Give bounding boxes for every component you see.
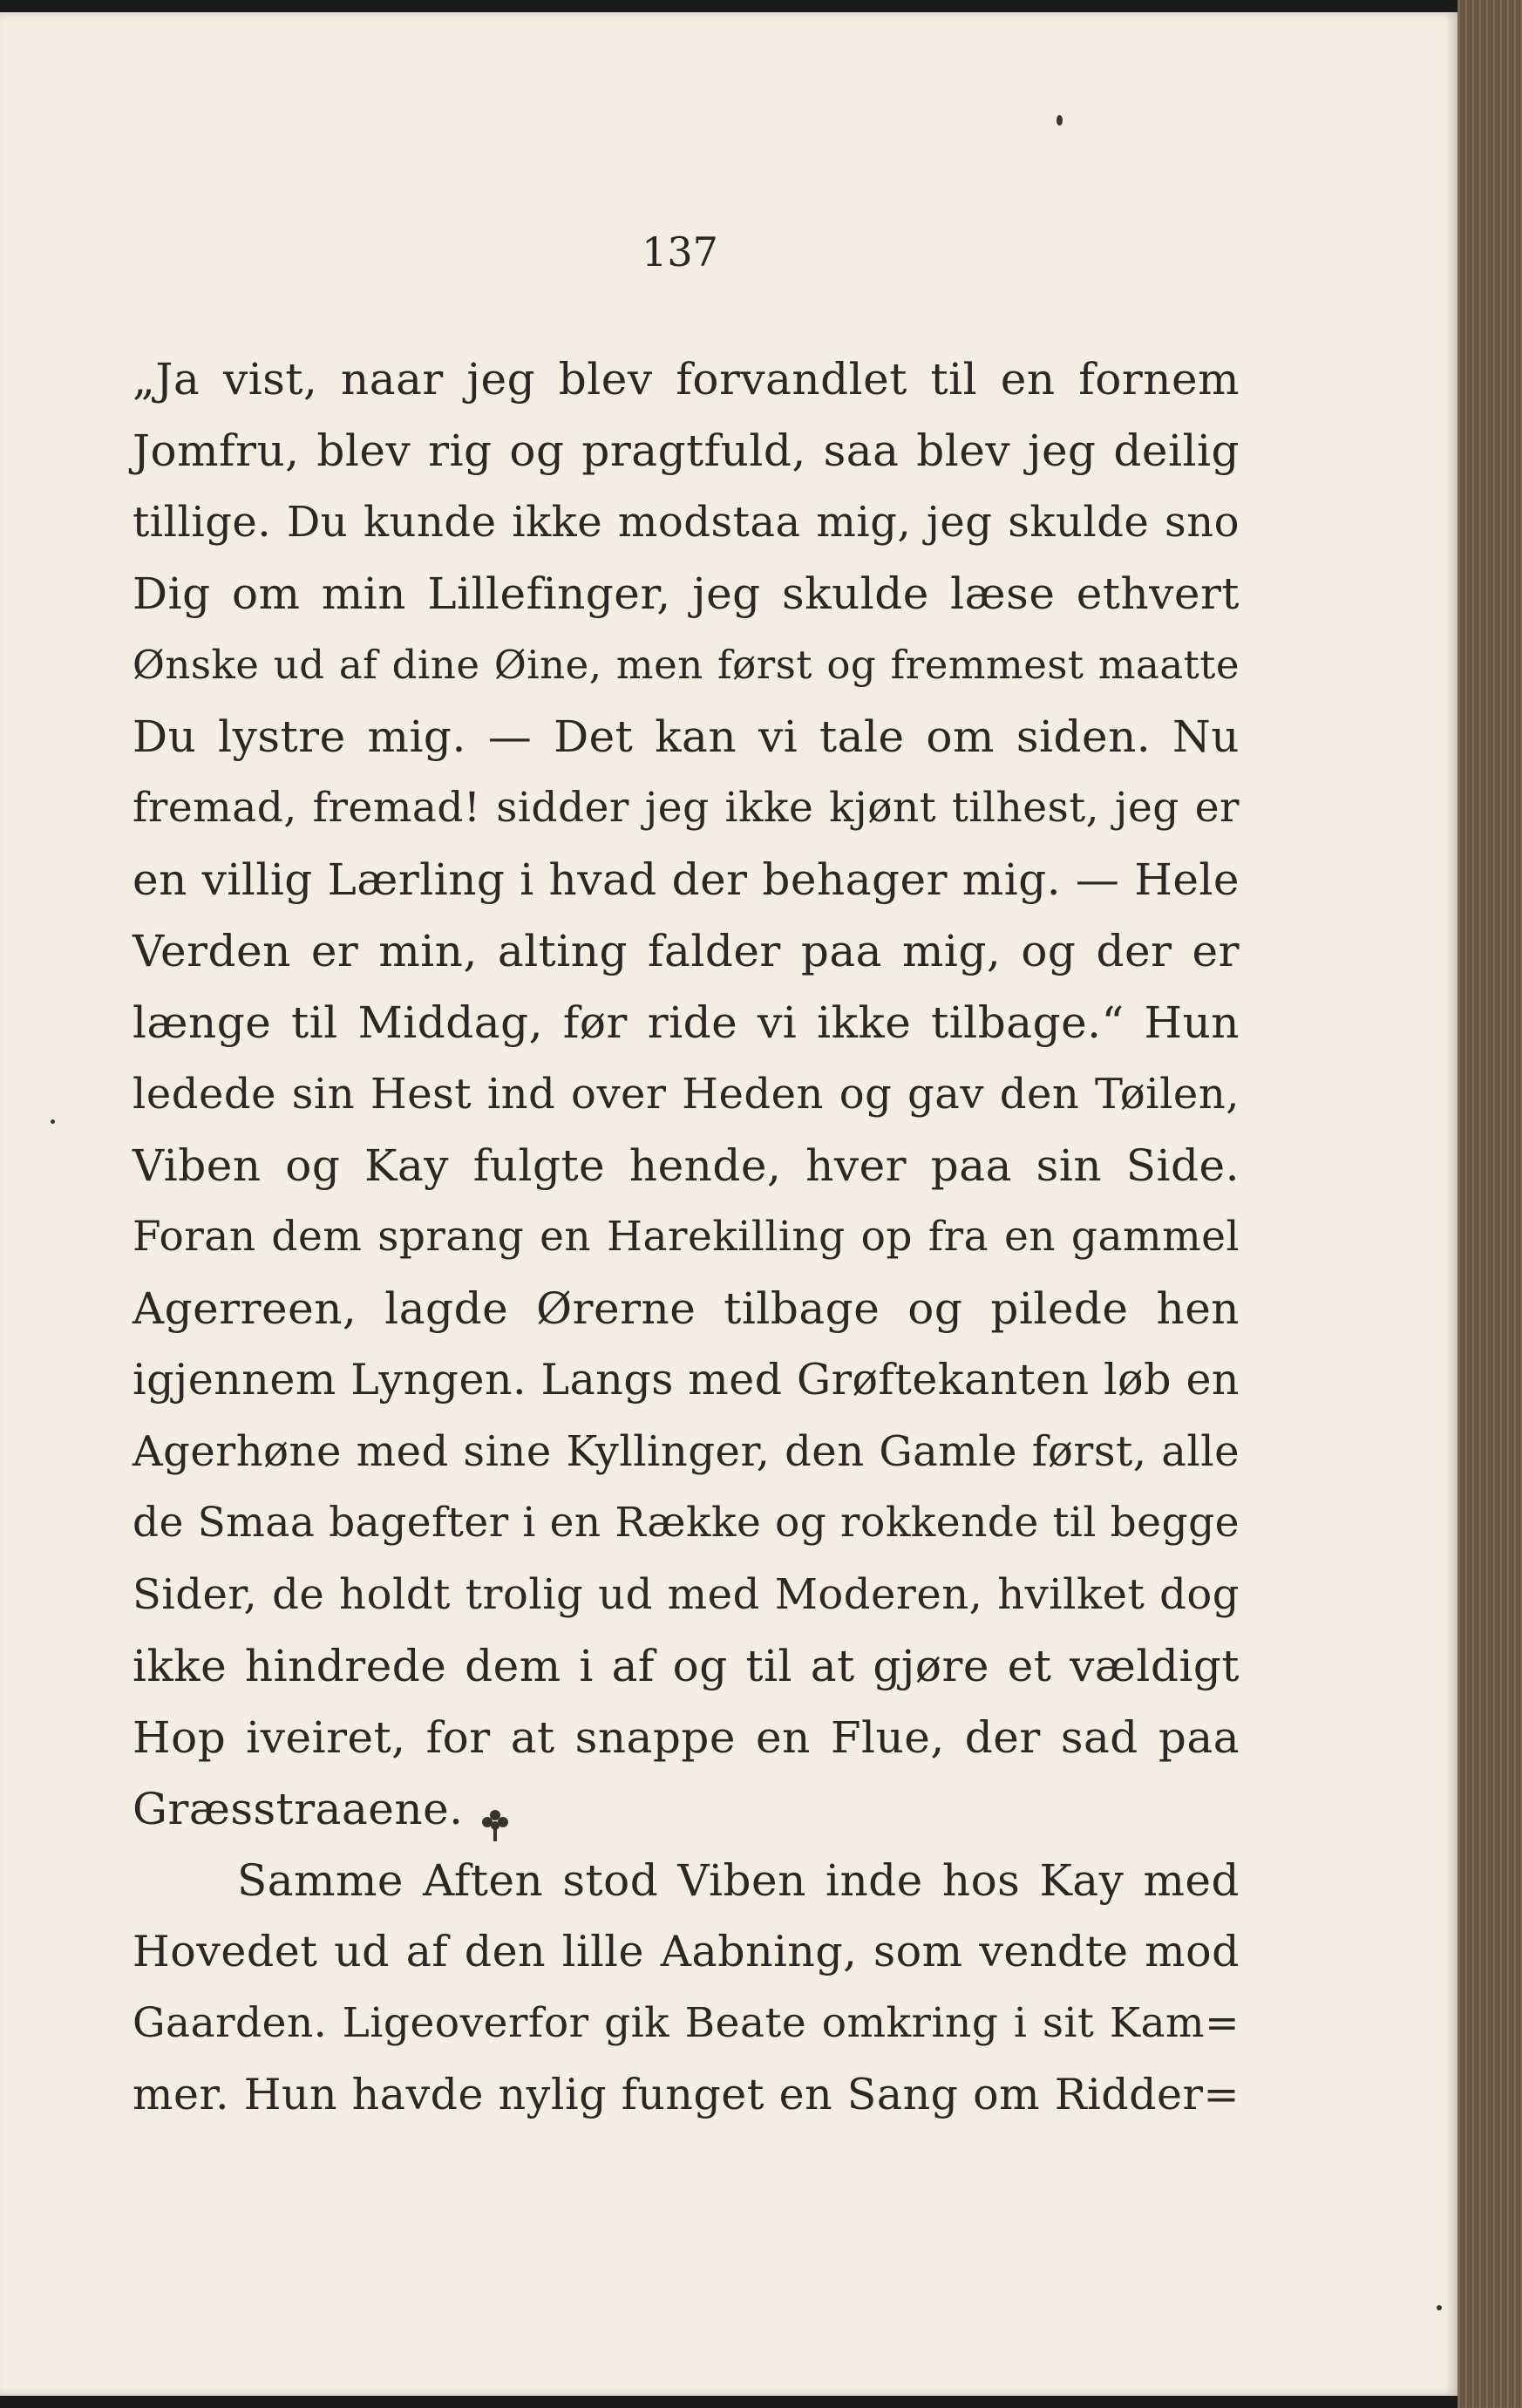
ink-flower-ornament: [478, 1805, 513, 1843]
ink-speck: [51, 1119, 55, 1124]
text-line: Du lystre mig. — Det kan vi tale om siden. Nu: [132, 711, 1240, 762]
text-line: Agerhøne med sine Kyllinger, den Gamle først, alle: [132, 1427, 1240, 1476]
text-line: Agerreen, lagde Ørerne tilbage og pilede hen: [132, 1283, 1240, 1334]
text-line: Foran dem sprang en Harekilling op fra en gammel: [132, 1213, 1240, 1261]
text-line: Gaarden. Ligeoverfor gik Beate omkring i sit Kam=: [132, 1999, 1240, 2047]
book-page-edges: [1457, 0, 1522, 2408]
text-line: Samme Aften stod Viben inde hos Kay med: [237, 1855, 1240, 1906]
text-line: Sider, de holdt trolig ud med Moderen, hvilket dog: [132, 1570, 1240, 1619]
text-line: „Ja vist, naar jeg blev forvandlet til en fornem: [132, 354, 1240, 405]
paper-page: [0, 12, 1457, 2396]
text-line: de Smaa bagefter i en Række og rokkende til begge: [132, 1499, 1240, 1547]
text-line: igjennem Lyngen. Langs med Grøftekanten løb en: [132, 1355, 1240, 1405]
page-number: 137: [642, 228, 718, 275]
body-text: [132, 344, 1240, 2131]
text-line: Hop iveiret, for at snappe en Flue, der sad paa: [132, 1712, 1240, 1763]
text-line: mer. Hun havde nylig funget en Sang om Ridder=: [132, 2070, 1240, 2119]
ink-speck: [1057, 115, 1063, 126]
text-line: Verden er min, alting falder paa mig, og der er: [132, 926, 1240, 976]
text-line: en villig Lærling i hvad der behager mig. — Hele: [132, 854, 1240, 905]
text-line: Dig om min Lillefinger, jeg skulde læse ethvert: [132, 568, 1240, 619]
text-line: ledede sin Hest ind over Heden og gav den Tøilen,: [132, 1070, 1240, 1119]
text-line: Viben og Kay fulgte hende, hver paa sin Side.: [132, 1140, 1240, 1191]
ink-speck: [1437, 2305, 1442, 2310]
text-line: Hovedet ud af den lille Aabning, som vendte mod: [132, 1927, 1240, 1976]
text-line: tillige. Du kunde ikke modstaa mig, jeg skulde sno: [132, 498, 1240, 547]
text-line: ikke hindrede dem i af og til at gjøre et vældigt: [132, 1641, 1240, 1691]
text-line: Ønske ud af dine Øine, men først og fremmest maatte: [132, 642, 1240, 688]
text-line: Jomfru, blev rig og pragtfuld, saa blev jeg deilig: [132, 425, 1240, 476]
text-line: længe til Middag, før ride vi ikke tilbage.“ Hun: [132, 997, 1240, 1048]
text-line: Græsstraaene.: [132, 1784, 464, 1834]
text-line: fremad, fremad! sidder jeg ikke kjønt tilhest, jeg er: [132, 784, 1240, 832]
